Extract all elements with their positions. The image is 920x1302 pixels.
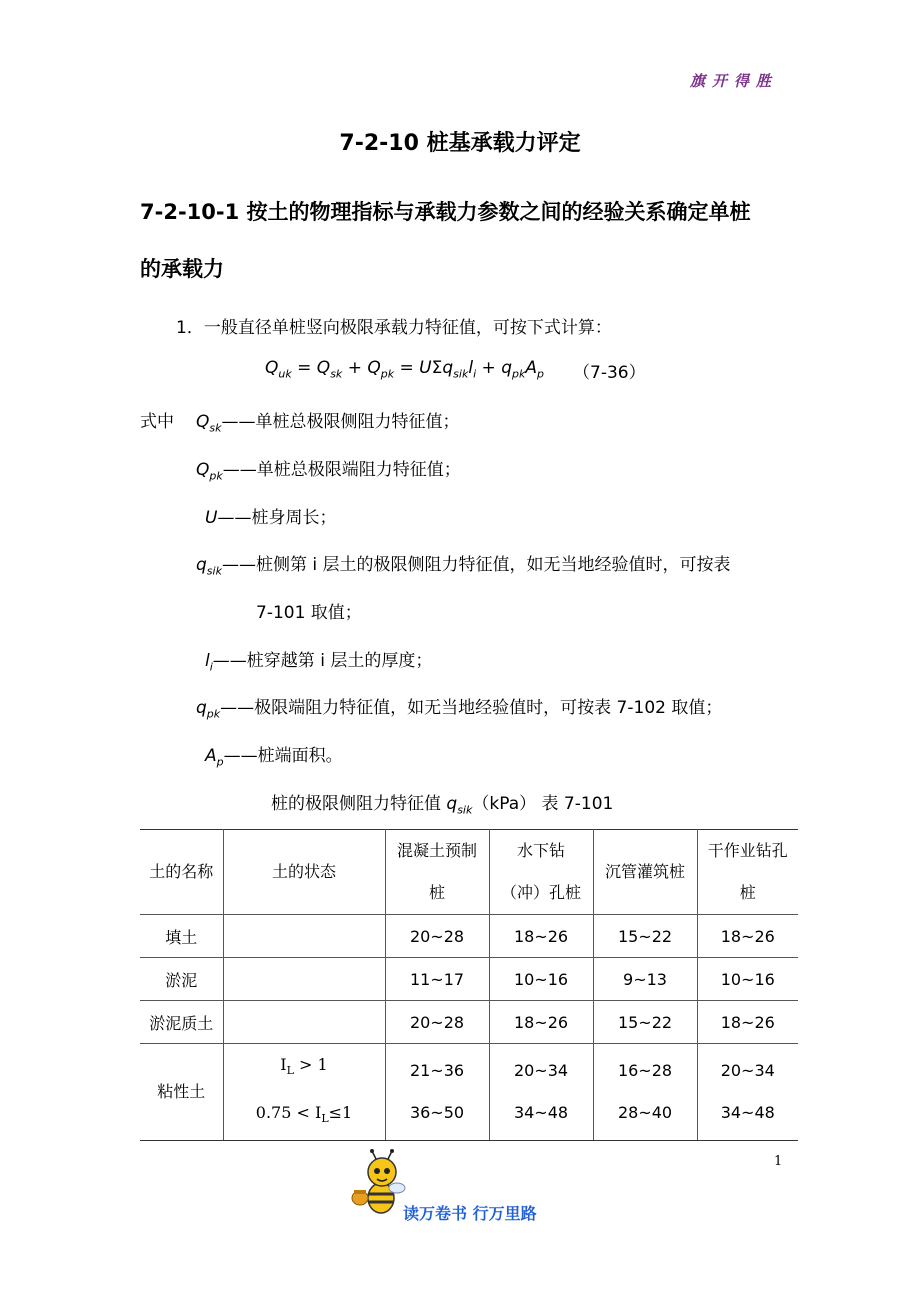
cell-value: 16~28 28~40	[593, 1044, 697, 1141]
cell-value: 9~13	[593, 958, 697, 1001]
footer-slogan: 读万卷书 行万里路	[403, 1204, 537, 1223]
section-title: 7-2-10 桩基承载力评定	[339, 131, 581, 156]
header-soil-state: 土的状态	[223, 830, 385, 915]
def-qsik: $q_{sik}——$桩侧第 i 层土的极限侧阻力特征值，如无当地经验值时，可按表	[196, 555, 731, 578]
cell-value: 18~26	[489, 915, 593, 958]
item-1-text: 1．一般直径单桩竖向极限承载力特征值，可按下式计算：	[176, 318, 612, 338]
cell-name: 粘性土	[140, 1044, 223, 1141]
cell-state	[223, 915, 385, 958]
cell-name: 淤泥	[140, 958, 223, 1001]
cell-value: 10~16	[697, 958, 798, 1001]
cell-value: 18~26	[489, 1001, 593, 1044]
def-qsk: $Q_{sk}——$单桩总极限侧阻力特征值；	[196, 412, 460, 435]
cell-value: 20~34 34~48	[489, 1044, 593, 1141]
cell-value: 15~22	[593, 1001, 697, 1044]
cell-value: 15~22	[593, 915, 697, 958]
cell-value: 10~16	[489, 958, 593, 1001]
table-row	[140, 958, 798, 1001]
def-li: $l_i——$桩穿越第 i 层土的厚度；	[205, 651, 433, 674]
cell-value: 11~17	[385, 958, 489, 1001]
table-row-clay	[140, 1044, 798, 1141]
cell-value: 20~34 34~48	[697, 1044, 798, 1141]
def-ap: $A_p——$桩端面积。	[205, 746, 343, 769]
bee-mascot-icon	[348, 1148, 408, 1218]
header-slogan: 旗开得胜	[690, 72, 779, 90]
table-caption: 桩的极限侧阻力特征值 $q_{sik}(kPa)$ 表 7-101	[271, 794, 614, 817]
def-qpk: $Q_{pk}——$单桩总极限端阻力特征值；	[196, 460, 461, 483]
def-qpk-small: $q_{pk}——$极限端阻力特征值，如无当地经验值时，可按表 7-102 取值；	[196, 698, 723, 721]
subsection-title-line1: 7-2-10-1 按土的物理指标与承载力参数之间的经验关系确定单桩	[140, 200, 751, 224]
header-precast-pile: 混凝土预制 桩	[385, 830, 489, 915]
header-cast-pile: 沉管灌筑桩	[593, 830, 697, 915]
cell-value: 18~26	[697, 1001, 798, 1044]
cell-value: 18~26	[697, 915, 798, 958]
table-row	[140, 1001, 798, 1044]
cell-name: 淤泥质土	[140, 1001, 223, 1044]
cell-value: 21~36 36~50	[385, 1044, 489, 1141]
def-u: U——桩身周长；	[205, 508, 337, 528]
cell-state	[223, 1001, 385, 1044]
cell-state	[223, 958, 385, 1001]
side-resistance-table	[140, 829, 798, 1141]
header-dry-bored-pile: 干作业钻孔 桩	[697, 830, 798, 915]
cell-state: $I_L > 1$ $0.75 < I_L\le 1$	[223, 1044, 385, 1141]
cell-name: 填土	[140, 915, 223, 958]
where-prefix: 式中	[140, 412, 174, 432]
cell-value: 20~28	[385, 915, 489, 958]
cell-value: 20~28	[385, 1001, 489, 1044]
header-bored-pile: 水下钻 （冲）孔桩	[489, 830, 593, 915]
header-soil-name: 土的名称	[140, 830, 223, 915]
subsection-title-line2: 的承载力	[140, 257, 224, 281]
table-row	[140, 915, 798, 958]
formula-number: （7-36）	[573, 363, 646, 383]
page-number: 1	[774, 1154, 783, 1169]
formula-7-36: $Q_{uk} = Q_{sk} + Q_{pk} = U\Sigma q_{sik}l_i + q_{pk}A_p$	[265, 358, 544, 381]
def-qsik-continued: 7-101 取值；	[256, 603, 362, 623]
